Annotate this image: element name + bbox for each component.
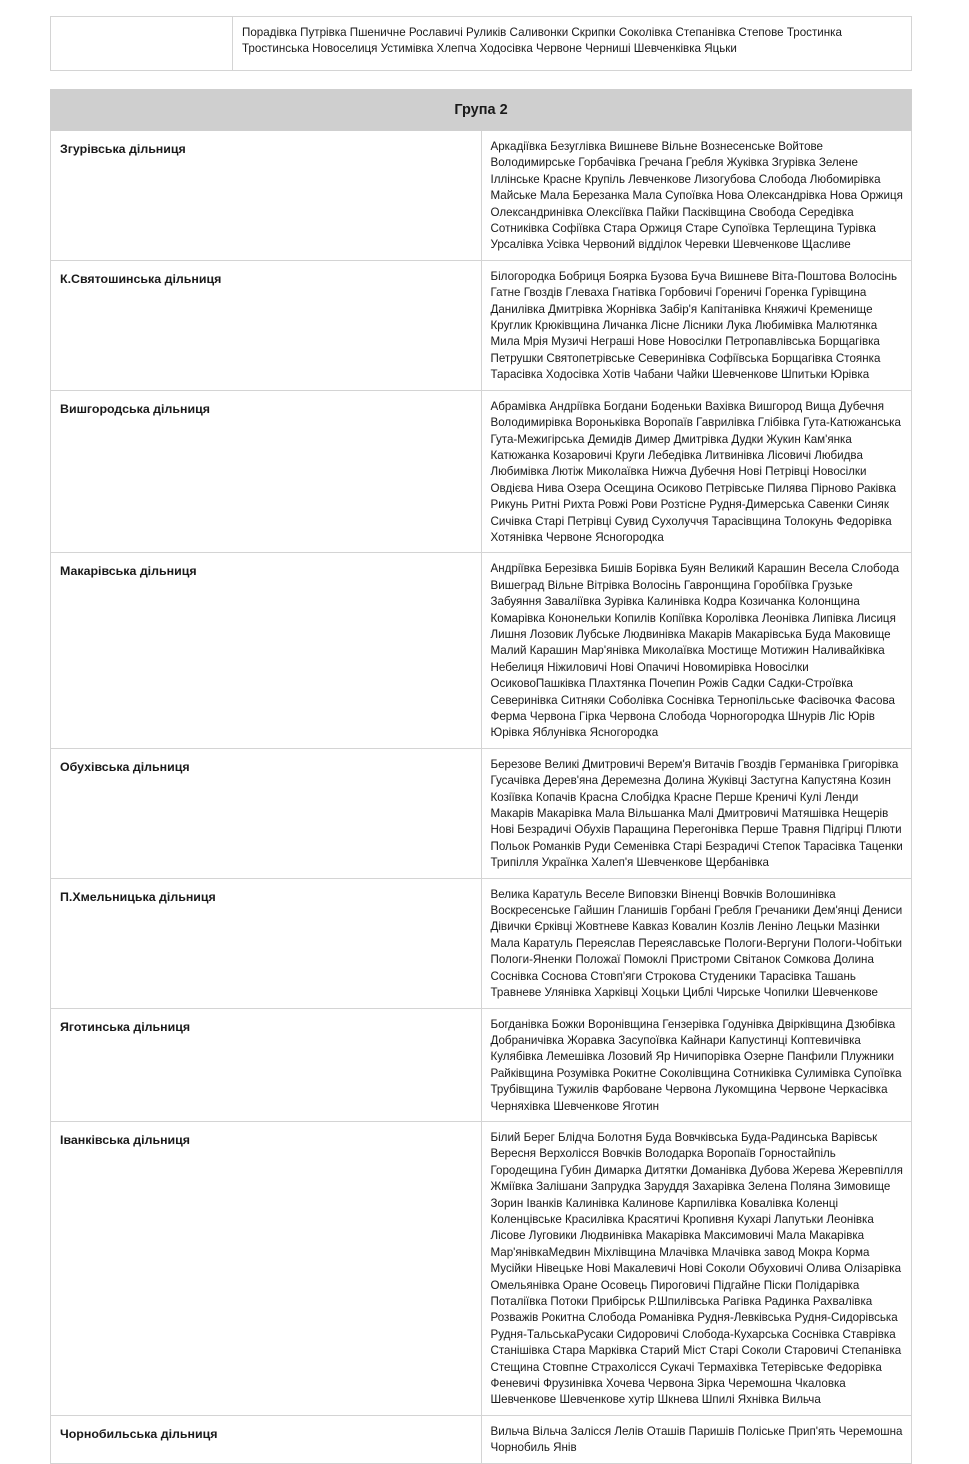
row-villages-cell: Богданівка Божки Воронівщина Гензерівка Годунівка Двірківщина Дзюбівка Добраничівка Жоравка Засупоївка Кайнари Капустинці Коптевичівка Кулябівка Лемешівка Лозовий Яр Ничипорівка Озерне Панфили Плужники Райківщина Розумівка Рокитне Соколівщина Сотниківка Сулимівка Супоївка Трубівщина Тужилів Фарбоване Червона Лукомщина Червоне Черкасівка Черняхівка Шевченкове Яготин bbox=[481, 1008, 912, 1121]
table-row bbox=[51, 1121, 912, 1415]
table-row bbox=[51, 260, 912, 390]
row-villages-cell: Березове Великі Дмитровичі Верем'я Витачів Гвоздів Германівка Григорівка Гусачівка Дерев'яна Деремезна Долина Жуківці Застугна Капустяна Козин Козіївка Копачів Красна Слобідка Красне Перше Креничі Кулі Ленди Макарів Макарівка Мала Вільшанка Малі Дмитровичі Матяшівка Нещерів Нові Безрадичі Обухів Паращина Перегонівка Перше Травня Підгірці Плюти Польок Романків Руди Семенівка Старі Безрадичі Степок Тарасівка Таценки Трипілля Українка Халеп'я Шевченкове Щербанівка bbox=[481, 748, 912, 878]
table-row bbox=[51, 1415, 912, 1463]
row-villages-cell: Порадівка Путрівка Пшеничне Рославичі Руликів Саливонки Скрипки Соколівка Степанівка Степове Тростинка Тростинська Новоселиця Устимівка Хлепча Ходосівка Червоне Черниші Шевченківка Яцьки bbox=[233, 17, 912, 71]
group-table bbox=[50, 89, 912, 1464]
row-villages-cell: Білий Берег Блідча Болотня Буда Вовчківська Буда-Радинська Варівськ Вересня Верхолісся Вовчків Володарка Воропаїв Горностайпіль Городещина Губин Димарка Дитятки Доманівка Дубова Жерева Жеревпілля Жміївка Залішани Запрудка Заруддя Захарівка Зелена Поляна Зимовище Зорин Іванків Калинівка Калинове Карпилівка Ковалівка Коленці Коленцівське Красилівка Красятичі Кропивня Кухарі Лапутьки Леонівка Лісове Луговики Людвинівка Макарівка Максимовичі Мала Макарівка Мар'янівкаМедвин Міхлівщина Млачівка Млачівка завод Мокра Корма Мусійки Нівецьке Нові Макалевичі Нові Соколи Обуховичі Олива Олізарівка Омельянівка Оране Осовець Пироговичі Підгайне Піски Полідарівка Поталіївка Потоки Прибірськ Р.Шпилівська Рагівка Радинка Рахвалівка Розважів Рокитна Слобода Романівка Рудня-Левківська Рудня-Сидорівська Рудня-ТальськаРусаки Сидоровичі Слобода-Кухарська Соснівка Ставрівка Станішівка Стара Марківка Старий Міст Старі Соколи Старовичі Степанівка Стещина Стовпне Страхолісся Сукачі Термахівка Тетерівське Федорівка Феневичі Фрузинівка Хочева Червона Зірка Черемошна Чкаловка Шевченкове Шевченкове хутір Шкнева Шпилі Яхнівка Вильча bbox=[481, 1121, 912, 1415]
table-row bbox=[51, 131, 912, 261]
row-name-cell: Іванківська дільниця bbox=[51, 1121, 482, 1415]
row-villages-cell: Білогородка Бобриця Боярка Бузова Буча Вишневе Віта-Поштова Волосінь Гатне Гвоздів Глеваха Гнатівка Горбовичі Гореничі Горенка Гурівщина Данилівка Дмитрівка Жорнівка Забір'я Капітанівка Княжичі Кременище Круглик Крюківщина Личанка Лісне Лісники Лука Любимівка Малютянка Мила Мрія Музичі Неграші Нове Новосілки Петропавлівська Борщагівка Петрушки Святопетрівське Северинівка Софіївська Борщагівка Стоянка Тарасівка Ходосівка Хотів Чабани Чайки Шевченкове Шпитьки Юрівка bbox=[481, 260, 912, 390]
table-row bbox=[51, 748, 912, 878]
table-row bbox=[51, 390, 912, 553]
table-row bbox=[51, 1008, 912, 1121]
row-villages-cell: Андріївка Березівка Бишів Борівка Буян Великий Карашин Весела Слобода Вишеград Вільне Вітрівка Волосінь Гавронщина Горобіївка Грузьке Забуяння Заваліївка Зурівка Калинівка Кодра Козичанка Колонщина Комарівка Кононельки Копилів Копіївка Королівка Леонівка Липівка Лисиця Лишня Лозовик Лубське Людвинівка Макарів Макарівська Буда Маковище Малий Карашин Мар'янівка Миколаївка Мостище Мотижин Наливайківка Небелиця Ніжиловичі Нові Опачичі Новомирівка Новосілки ОсиковоПашківка Плахтянка Почепин Рожів Садки Садки-Строївка Северинівка Ситняки Соболівка Соснівка Тернопільське Фасівочка Фасова Ферма Червона Гірка Червона Слобода Чорногородка Шнурів Ліс Юрів Юрівка Яблунівка Ясногородка bbox=[481, 553, 912, 748]
row-name-cell: П.Хмельницька дільниця bbox=[51, 878, 482, 1008]
table-row bbox=[51, 553, 912, 748]
row-name-cell bbox=[51, 17, 233, 71]
row-name-cell: Чорнобильська дільниця bbox=[51, 1415, 482, 1463]
group-title: Група 2 bbox=[51, 90, 912, 131]
row-name-cell: Макарівська дільниця bbox=[51, 553, 482, 748]
row-name-cell: Яготинська дільниця bbox=[51, 1008, 482, 1121]
group-header-row bbox=[51, 90, 912, 131]
row-villages-cell: Аркадіївка Безуглівка Вишневе Вільне Вознесенське Войтове Володимирське Горбачівка Гречана Гребля Жуківка Згурівка Зелене Іллінське Красне Крупіль Левченкове Лизогубова Слобода Любомирівка Майське Мала Березанка Мала Супоївка Нова Олександрівка Нова Оржиця Олександринівка Олексіївка Пайки Пасківщина Свобода Середівка Сотниківка Софіївка Стара Оржиця Старе Супоївка Терлещина Турівка Урсалівка Усівка Червоний відділок Черевки Шевченкове Щасливе bbox=[481, 131, 912, 261]
row-villages-cell: Абрамівка Андріївка Богдани Боденьки Вахівка Вишгород Вища Дубечня Володимирівка Вороньківка Воропаїв Гаврилівка Глібівка Гута-Катюжанська Гута-Межигірська Демидів Димер Дмитрівка Дудки Жукин Кам'янка Катюжанка Козаровичі Круги Лебедівка Литвинівка Лісовичі Любидва Любимівка Лютіж Миколаївка Нижча Дубечня Нові Петрівці Новосілки Овдієва Нива Озера Осещина Осиково Петрівське Пилява Пірново Раківка Рикунь Ритні Рихта Ровжі Рови Розтісне Рудня-Димерська Савенки Синяк Сичівка Старі Петрівці Сувид Сухолуччя Тарасівщина Толокунь Федорівка Хотянівка Червоне Ясногородка bbox=[481, 390, 912, 553]
top-continuation-table bbox=[50, 16, 912, 71]
row-name-cell: Обухівська дільниця bbox=[51, 748, 482, 878]
row-name-cell: Згурівська дільниця bbox=[51, 131, 482, 261]
table-row bbox=[51, 878, 912, 1008]
row-name-cell: Вишгородська дільниця bbox=[51, 390, 482, 553]
row-name-cell: К.Святошинська дільниця bbox=[51, 260, 482, 390]
table-row bbox=[51, 17, 912, 71]
row-villages-cell: Велика Каратуль Веселе Виповзки Віненці Вовчків Волошинівка Воскресенське Гайшин Гланишів Горбані Гребля Гречаники Дем'янці Дениси Дівички Єрківці Жовтневе Кавказ Ковалин Козлів Леніно Лецьки Мазінки Мала Каратуль Переяслав Переяславське Пологи-Вергуни Пологи-Чобітьки Пологи-Яненки Положаї Помоклі Пристроми Світанок Сомкова Долина Соснівка Соснова Стовп'яги Строкова Студеники Тарасівка Ташань Травневе Улянівка Харківці Хоцьки Циблі Чирське Чопилки Шевченкове bbox=[481, 878, 912, 1008]
row-villages-cell: Вильча Вільча Залісся Лелів Оташів Паришів Поліське Прип'ять Черемошна Чорнобиль Янів bbox=[481, 1415, 912, 1463]
